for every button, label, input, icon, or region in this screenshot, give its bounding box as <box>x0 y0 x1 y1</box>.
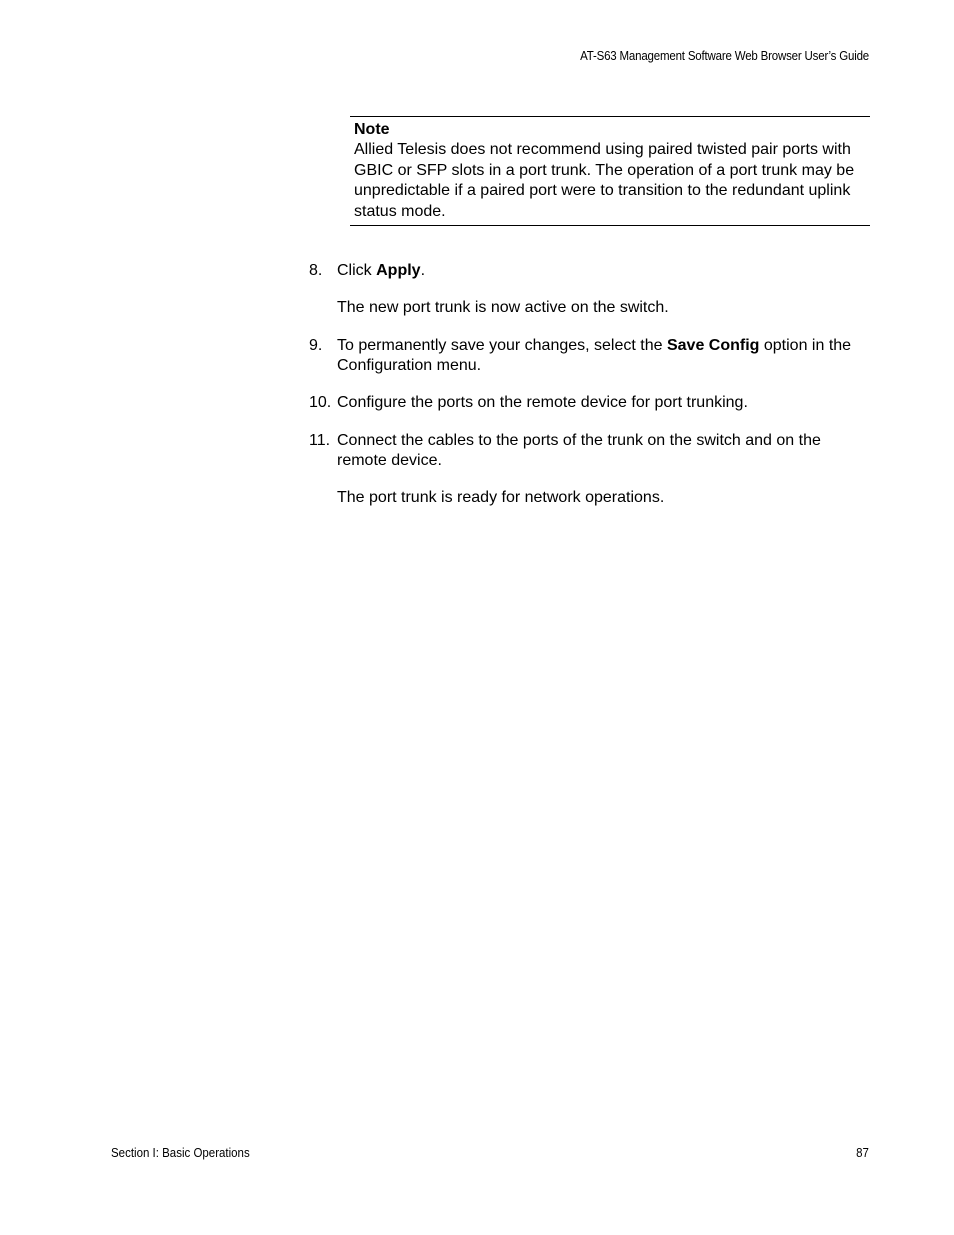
step-9 <box>309 336 869 376</box>
step-11 <box>309 431 869 471</box>
step-number: 10. <box>309 394 332 411</box>
step-text-suffix: option in the Configuration menu. <box>337 337 852 374</box>
step-text <box>337 261 869 281</box>
step-8 <box>309 261 869 281</box>
step-text-prefix: To permanently save your changes, select the <box>337 337 667 354</box>
footer-section: Section I: Basic Operations <box>111 1146 250 1160</box>
note-body: Allied Telesis does not recommend using paired twisted pair ports with GBIC or SFP slots in a port trunk. The operation of a port trunk may be unpredictable if a paired port were to transition to the redundant uplink status mode. <box>354 141 855 220</box>
step-bold-term: Save Config <box>666 337 760 354</box>
footer-page-number: 87 <box>856 1146 869 1160</box>
note-box <box>350 116 870 226</box>
step-number: 8. <box>309 262 323 279</box>
running-header: AT-S63 Management Software Web Browser User’s Guide <box>580 49 869 63</box>
step-text <box>337 336 869 376</box>
step-text: Connect the cables to the ports of the trunk on the switch and on the remote device. <box>337 432 821 469</box>
step-number: 11. <box>309 432 331 449</box>
step-11-result: The port trunk is ready for network operations. <box>337 489 665 506</box>
step-number: 9. <box>309 337 323 354</box>
note-title: Note <box>354 121 390 138</box>
step-bold-term: Apply <box>376 262 421 279</box>
step-10 <box>309 393 869 413</box>
step-8-result: The new port trunk is now active on the switch. <box>337 299 669 316</box>
step-text-prefix: Click <box>337 262 377 279</box>
step-text: Configure the ports on the remote device for port trunking. <box>337 394 748 411</box>
step-text-suffix: . <box>420 262 426 279</box>
